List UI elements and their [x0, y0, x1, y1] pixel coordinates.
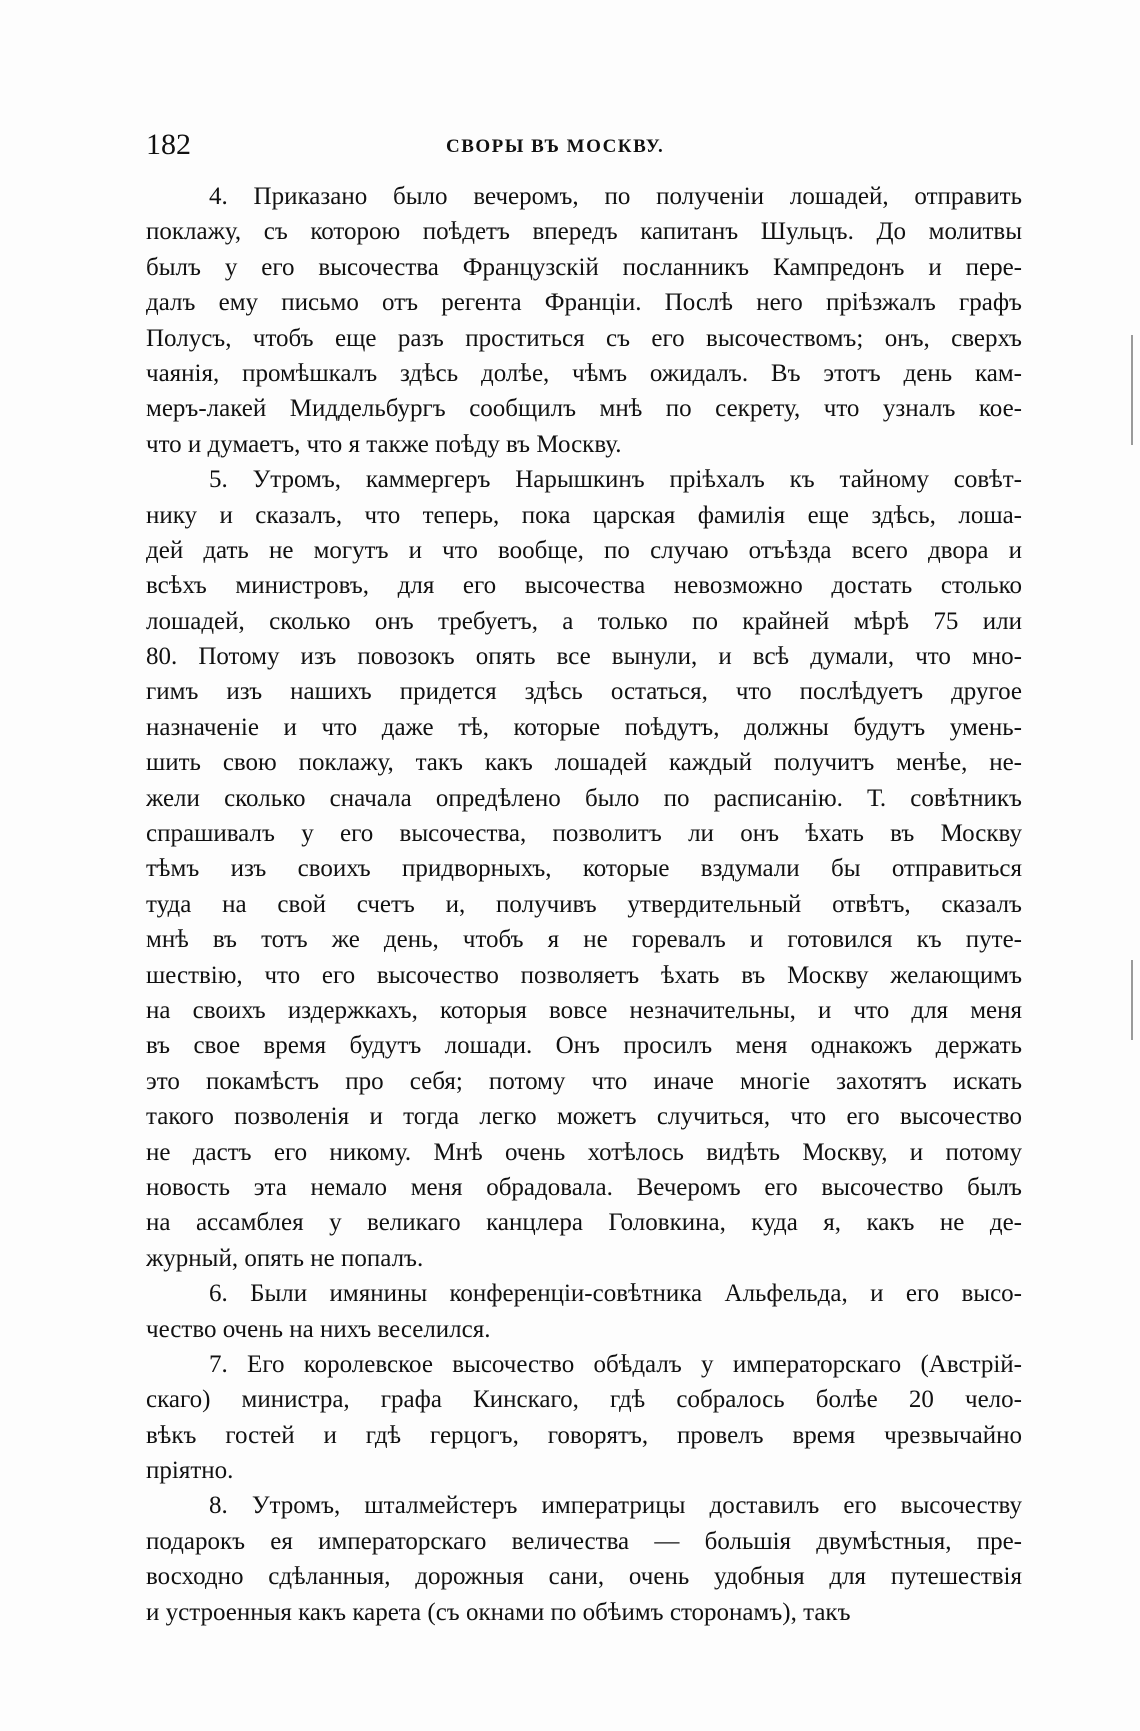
- text-line: это покамѣстъ про себя; потому что иначе многіе захотятъ искать: [146, 1067, 1022, 1095]
- text-line: такого позволенія и тогда легко можетъ случиться, что его высочество: [146, 1103, 1022, 1131]
- text-line: нику и сказалъ, что теперь, пока царская фамилія еще здѣсь, лоша-: [146, 501, 1022, 529]
- text-line: новость эта немало меня обрадовала. Вечеромъ его высочество былъ: [146, 1173, 1022, 1201]
- running-title: СВОРЫ ВЪ МОСКВУ.: [446, 136, 665, 157]
- text-line: восходно сдѣланныя, дорожныя сани, очень удобныя для путешествія: [146, 1563, 1022, 1591]
- text-line: что и думаетъ, что я также поѣду въ Москву.: [146, 430, 622, 458]
- text-line: 6. Были имянины конференціи-совѣтника Альфельда, и его высо-: [209, 1280, 1022, 1308]
- text-line: гимъ изъ нашихъ придется здѣсь остаться, что послѣдуетъ другое: [146, 678, 1022, 706]
- text-line: скаго) министра, графа Кинскаго, гдѣ собралось болѣе 20 чело-: [146, 1386, 1022, 1414]
- text-line: поклажу, съ которою поѣдетъ впередъ капитанъ Шульцъ. До молитвы: [146, 218, 1022, 246]
- scan-edge-mark: [1131, 335, 1133, 445]
- text-line: 4. Приказано было вечеромъ, по полученіи лошадей, отправить: [209, 183, 1022, 210]
- text-line: мнѣ въ тотъ же день, чтобъ я не горевалъ и готовился къ путе-: [146, 926, 1022, 954]
- text-line: спрашивалъ у его высочества, позволитъ ли онъ ѣхать въ Москву: [146, 820, 1022, 848]
- text-line: назначеніе и что даже тѣ, которые поѣдутъ, должны будутъ умень-: [146, 713, 1022, 741]
- body-text: [146, 179, 1022, 1630]
- text-line: туда на свой счетъ и, получивъ утвердительный отвѣтъ, сказалъ: [146, 890, 1022, 918]
- text-line: шить свою поклажу, такъ какъ лошадей каждый получитъ менѣе, не-: [146, 749, 1022, 777]
- text-line: чество очень на нихъ веселился.: [146, 1315, 491, 1343]
- diary-entry: [146, 1347, 1022, 1489]
- text-line: чаянія, промѣшкалъ здѣсь долѣе, чѣмъ ожидалъ. Въ этотъ день кам-: [146, 359, 1022, 387]
- text-line: всѣхъ министровъ, для его высочества невозможно достать столько: [146, 572, 1022, 600]
- text-line: 8. Утромъ, шталмейстеръ императрицы доставилъ его высочеству: [209, 1492, 1022, 1520]
- text-line: не дастъ его никому. Мнѣ очень хотѣлось видѣть Москву, и потому: [146, 1138, 1022, 1166]
- diary-entry: [146, 1488, 1022, 1630]
- text-line: жели сколько сначала опредѣлено было по расписанію. Т. совѣтникъ: [146, 784, 1022, 812]
- text-line: въ свое время будутъ лошади. Онъ просилъ меня однакожъ держать: [146, 1032, 1022, 1060]
- text-line: 7. Его королевское высочество обѣдалъ у императорскаго (Австрій-: [209, 1350, 1022, 1378]
- text-line: вѣкъ гостей и гдѣ герцогъ, говорятъ, провелъ время чрезвычайно: [146, 1421, 1022, 1449]
- text-line: пріятно.: [146, 1457, 234, 1485]
- scan-edge-mark: [1131, 960, 1133, 1040]
- text-line: на ассамблея у великаго канцлера Головкина, куда я, какъ не де-: [146, 1209, 1022, 1237]
- diary-entry: [146, 1276, 1022, 1347]
- text-line: 5. Утромъ, каммергеръ Нарышкинъ пріѣхалъ къ тайному совѣт-: [209, 466, 1022, 494]
- text-line: былъ у его высочества Французскій посланникъ Кампредонъ и пере-: [146, 253, 1022, 281]
- text-line: Полусъ, чтобъ еще разъ проститься съ его высочествомъ; онъ, сверхъ: [146, 324, 1022, 352]
- text-line: и устроенныя какъ карета (съ окнами по обѣимъ сторонамъ), такъ: [146, 1598, 851, 1626]
- page-number: 182: [146, 128, 191, 161]
- text-line: 80. Потому изъ повозокъ опять все вынули, и всѣ думали, что мно-: [146, 643, 1022, 671]
- text-line: тѣмъ изъ своихъ придворныхъ, которые вздумали бы отправиться: [146, 855, 1022, 883]
- text-line: далъ ему письмо отъ регента Франціи. Послѣ него пріѣзжалъ графъ: [146, 289, 1022, 317]
- text-line: шествію, что его высочество позволяетъ ѣхать въ Москву желающимъ: [146, 961, 1022, 989]
- diary-entry: [146, 179, 1022, 462]
- page-header: [146, 128, 1022, 172]
- diary-entry: [146, 462, 1022, 1276]
- text-line: на своихъ издержкахъ, которыя вовсе незначительны, и что для меня: [146, 996, 1022, 1024]
- text-line: журный, опять не попалъ.: [146, 1244, 424, 1272]
- text-line: лошадей, сколько онъ требуетъ, а только по крайней мѣрѣ 75 или: [146, 607, 1022, 635]
- text-line: меръ-лакей Миддельбургъ сообщилъ мнѣ по секрету, что узналъ кое-: [146, 395, 1022, 423]
- text-line: дей дать не могутъ и что вообще, по случаю отъѣзда всего двора и: [146, 536, 1022, 564]
- text-line: подарокъ ея императорскаго величества — большія двумѣстныя, пре-: [146, 1527, 1022, 1555]
